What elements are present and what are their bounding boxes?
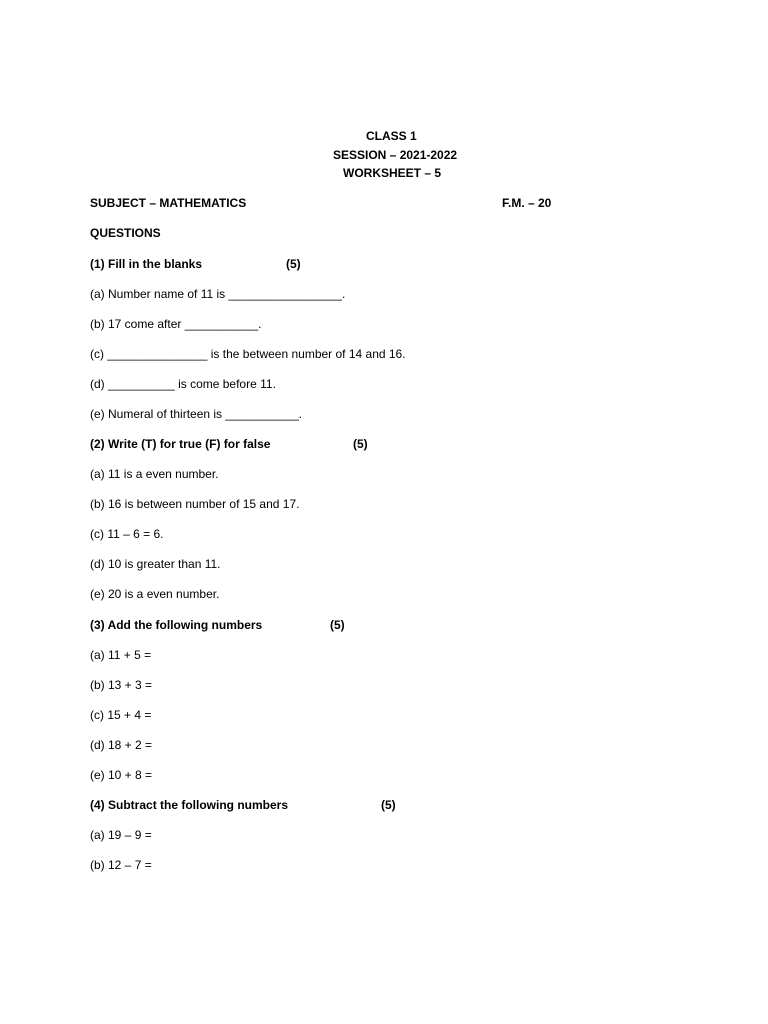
question-2-heading: [90, 437, 270, 451]
question-2-item-c: (c) 11 – 6 = 6.: [90, 527, 164, 541]
question-2-item-a: (a) 11 is a even number.: [90, 467, 219, 481]
question-4-heading: [90, 798, 288, 812]
question-4-item-a: (a) 19 – 9 =: [90, 828, 152, 842]
question-1-item-c: (c) _______________ is the between number of 14 and 16.: [90, 347, 406, 361]
question-3-heading: [90, 618, 262, 632]
question-2-item-d: (d) 10 is greater than 11.: [90, 557, 221, 571]
question-2-item-e: (e) 20 is a even number.: [90, 587, 220, 601]
questions-heading: QUESTIONS: [90, 226, 161, 240]
question-1-number: (1): [90, 257, 105, 271]
question-2-item-b: (b) 16 is between number of 15 and 17.: [90, 497, 300, 511]
question-3-number: (3): [90, 618, 105, 632]
question-3-item-c: (c) 15 + 4 =: [90, 708, 152, 722]
question-4-marks: (5): [381, 798, 396, 812]
question-1-item-b: (b) 17 come after ___________.: [90, 317, 262, 331]
subject-label: SUBJECT – MATHEMATICS: [90, 196, 247, 210]
question-4-item-b: (b) 12 – 7 =: [90, 858, 152, 872]
question-1-item-a: (a) Number name of 11 is _________________.: [90, 287, 346, 301]
question-1-marks: (5): [286, 257, 301, 271]
question-2-title: Write (T) for true (F) for false: [108, 437, 271, 451]
question-3-item-d: (d) 18 + 2 =: [90, 738, 153, 752]
question-3-item-e: (e) 10 + 8 =: [90, 768, 153, 782]
question-2-marks: (5): [353, 437, 368, 451]
question-2-number: (2): [90, 437, 105, 451]
question-1-heading: [90, 257, 202, 271]
class-title: CLASS 1: [366, 129, 417, 143]
question-3-title: Add the following numbers: [107, 618, 263, 632]
question-3-item-b: (b) 13 + 3 =: [90, 678, 153, 692]
question-3-marks: (5): [330, 618, 345, 632]
session-title: SESSION – 2021-2022: [333, 148, 458, 162]
full-marks-label: F.M. – 20: [502, 196, 552, 210]
question-1-title: Fill in the blanks: [108, 257, 203, 271]
question-4-number: (4): [90, 798, 105, 812]
question-4-title: Subtract the following numbers: [108, 798, 289, 812]
worksheet-title: WORKSHEET – 5: [343, 166, 442, 180]
question-1-item-d: (d) __________ is come before 11.: [90, 377, 276, 391]
question-1-item-e: (e) Numeral of thirteen is ___________.: [90, 407, 303, 421]
question-3-item-a: (a) 11 + 5 =: [90, 648, 152, 662]
